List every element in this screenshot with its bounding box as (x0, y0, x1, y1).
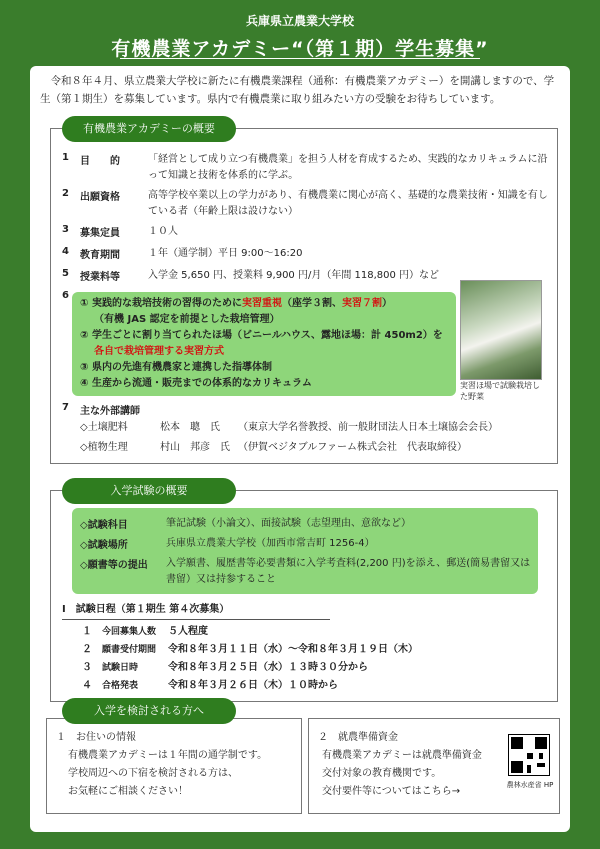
item-number: 7 (62, 402, 69, 413)
exam-item-text: 兵庫県立農業大学校（加西市常吉町 1256-4） (166, 538, 375, 549)
schedule-label: 合格発表 (102, 681, 139, 691)
item-number: 1 (62, 152, 69, 163)
schedule-underline (62, 619, 330, 620)
feature-2-emphasis: 各自で栽培管理する実習方式 (94, 346, 224, 357)
item-label: 出願資格 (80, 192, 120, 203)
item-number: 3 (62, 224, 69, 235)
photo-caption: 実習ほ場で試験栽培した野菜 (460, 381, 540, 401)
exam-item-text: 入学願書、履歴書等必要書類に入学考査料(2,200 円)を添え、郵送(簡易書留又は書留）又は持参すること (166, 558, 531, 585)
instructor-subject: ◇土壌肥料 (80, 422, 128, 433)
housing-line: 学校周辺への下宿を検討される方は、 (68, 768, 238, 779)
schedule-value: 令和８年３月２５日（水）１３時３０分から (168, 662, 368, 673)
schedule-label: 願書受付期間 (102, 645, 157, 655)
exam-item-label: ◇試験科目 (80, 520, 128, 531)
item-number: 4 (62, 246, 69, 257)
qr-caption: 農林水産省 HP (506, 781, 554, 789)
schedule-title: Ⅰ 試験日程（第１期生 第４次募集） (62, 604, 230, 615)
schedule-num: ３ (82, 662, 92, 673)
consider-heading: 入学を検討される方へ (62, 698, 236, 724)
schedule-num: ４ (82, 680, 92, 691)
schedule-value: ５人程度 (168, 626, 208, 637)
item-label: 募集定員 (80, 228, 120, 239)
item-number: 2 (62, 188, 69, 199)
feature-text: ） (381, 298, 392, 309)
schedule-label: 試験日時 (102, 663, 139, 673)
funding-line: 交付対象の教育機関です。 (322, 768, 442, 779)
schedule-value: 令和８年３月１１日（水）～令和８年３月１９日（木） (168, 644, 418, 655)
feature-emphasis: 実習重視 (241, 298, 282, 309)
item-label: 授業料等 (80, 272, 120, 283)
exam-item-label: ◇願書等の提出 (80, 560, 148, 571)
qr-code-icon[interactable] (508, 734, 550, 776)
instructor-desc: （伊賀ベジタブルファーム株式会社 代表取締役） (238, 442, 467, 453)
schedule-num: ２ (82, 644, 92, 655)
funding-line[interactable]: 交付要件等についてはこちら→ (322, 786, 461, 797)
item-label: 目 的 (80, 156, 120, 167)
feature-1 (80, 296, 456, 312)
instructor-name: 松本 聰 氏 (160, 422, 220, 433)
item-number: 5 (62, 268, 69, 279)
schedule-num: １ (82, 626, 92, 637)
overview-heading: 有機農業アカデミーの概要 (62, 116, 236, 142)
item-text: １０人 (148, 226, 178, 237)
feature-3: ③ 県内の先進有機農家と連携した指導体制 (80, 362, 272, 373)
exam-heading: 入学試験の概要 (62, 478, 236, 504)
feature-1-note: （有機 JAS 認定を前提とした栽培管理） (94, 314, 280, 325)
exam-item-text: 筆記試験（小論文）、面接試験（志望理由、意欲など） (166, 518, 411, 529)
school-name: 兵庫県立農業大学校 (245, 14, 354, 28)
instructor-subject: ◇植物生理 (80, 442, 128, 453)
housing-title: １ お住いの情報 (56, 732, 136, 743)
title-underline (120, 58, 480, 59)
schedule-label: 今回募集人数 (102, 627, 157, 637)
feature-text: ① 実践的な栽培技術の習得のために (80, 298, 242, 309)
instructor-name: 村山 邦彦 氏 (160, 442, 230, 453)
exam-item-label: ◇試験場所 (80, 540, 128, 551)
feature-text: （座学３割、 (281, 298, 342, 309)
funding-title: ２ 就農準備資金 (318, 732, 398, 743)
item-label: 教育期間 (80, 250, 120, 261)
intro-text: 令和８年４月、県立農業大学校に新たに有機農業課程（通称：有機農業アカデミー）を開講しますので、学生（第１期生）を募集しています。県内で有機農業に取り組みたい方の受験をお待ちしています。 (40, 75, 555, 105)
feature-4: ④ 生産から流通・販売までの体系的なカリキュラム (80, 378, 312, 389)
item-number: 6 (62, 290, 69, 301)
schedule-value: 令和８年３月２６日（木）１０時から (168, 680, 338, 691)
feature-emphasis: 実習７割 (341, 298, 382, 309)
item-text: １年（通学制）平日 9:00～16:20 (148, 248, 303, 259)
item-text: 入学金 5,650 円、授業料 9,900 円/月（年間 118,800 円）など (148, 270, 440, 281)
vegetable-photo (460, 280, 542, 380)
page-title: 有機農業アカデミー“（第１期）学生募集” (111, 38, 489, 60)
feature-2: ② 学生ごとに割り当てられたほ場（ビニールハウス、露地ほ場：計 450m2）を (80, 330, 443, 341)
instructors-label: 主な外部講師 (80, 406, 140, 417)
item-text: 「経営として成り立つ有機農業」を担う人材を育成するため、実践的なカリキュラムに沿って知識と技術を体系的に学ぶ。 (148, 154, 548, 181)
housing-line: お気軽にご相談ください！ (68, 786, 188, 797)
instructor-desc: （東京大学名誉教授、前一般財団法人日本土壌協会会長） (238, 422, 498, 433)
funding-line: 有機農業アカデミーは就農準備資金 (322, 750, 482, 761)
housing-line: 有機農業アカデミーは１年間の通学制です。 (68, 750, 268, 761)
item-text: 高等学校卒業以上の学力があり、有機農業に関心が高く、基礎的な農業技術・知識を有している者（年齢上限は設けない） (148, 190, 548, 217)
